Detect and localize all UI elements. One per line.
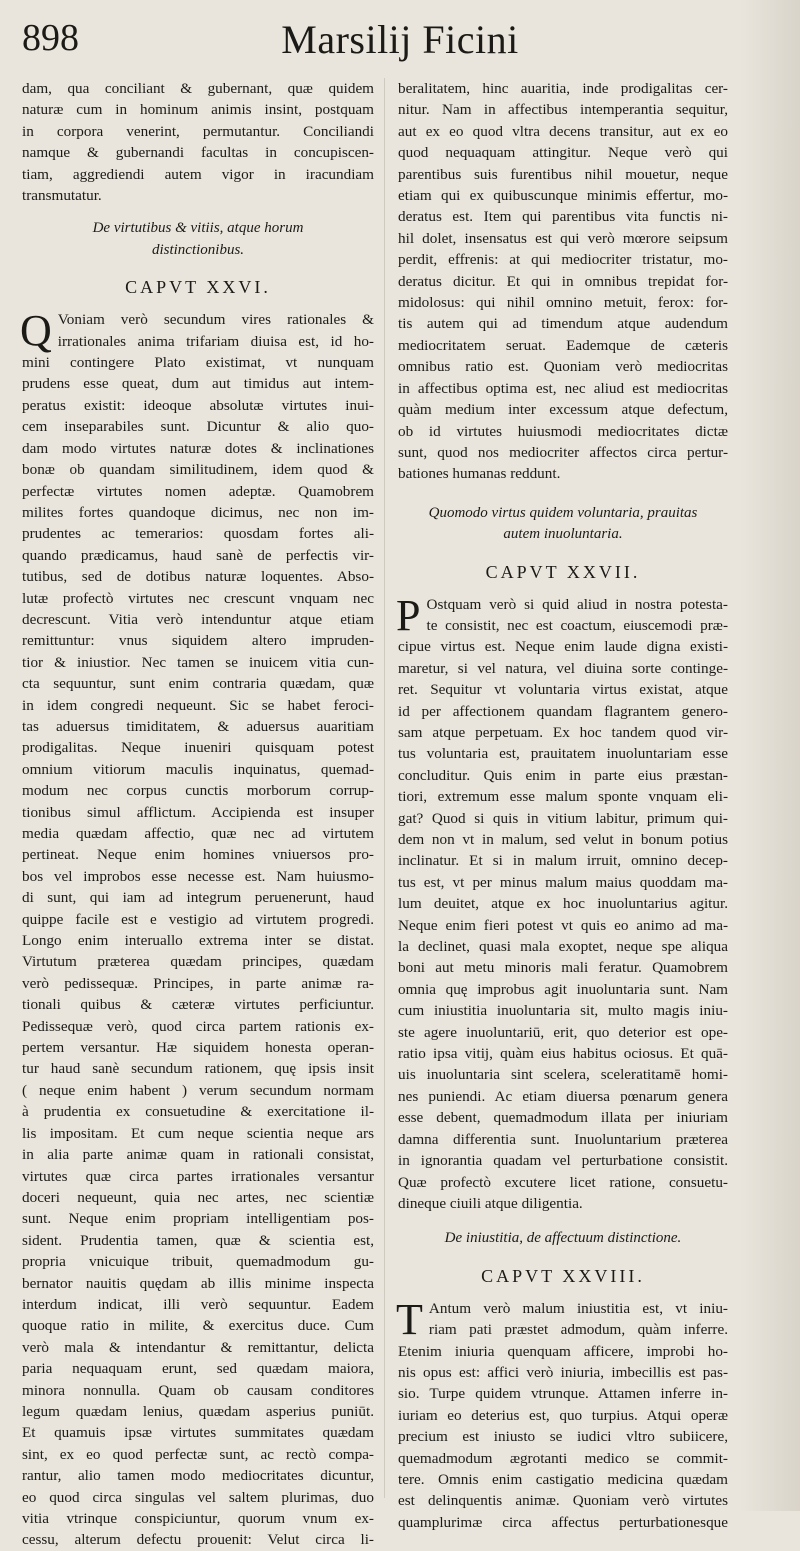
text-line: prudens esse queat, dum aut timidus aut intem-: [22, 375, 374, 393]
text-line: virtutes quæ circa partes irrationales versantur: [22, 1167, 374, 1185]
text-line: Pedissequæ verò, quod circa partem rationis ex-: [22, 1017, 374, 1035]
text-line: ob id virtutes huiusmodi mediocritates dictæ: [398, 422, 728, 440]
text-line: cem inseparabiles sunt. Dicuntur & alio quo-: [22, 418, 374, 436]
text-line: cipue virtus est. Neque enim laude digna existi-: [398, 638, 728, 656]
text-line: in ignorantia quadam vel perturbatione consistit.: [398, 1152, 728, 1170]
text-line: beralitatem, hinc auaritia, inde prodigalitas cer-: [398, 80, 728, 97]
text-line: nes puniendi. Ac etiam diuersa pœnarum genera: [398, 1087, 728, 1105]
text-line: à prudentia ex consuetudine & exercitatione il-: [22, 1103, 374, 1121]
text-line: omnibus ratio est. Quoniam verò mediocritas: [398, 358, 728, 376]
text-line: quemadmodum ægrotanti medico se commit-: [398, 1449, 728, 1467]
text-line: aut ex eo quod vltra decens transitur, aut ex eo: [398, 122, 728, 140]
text-line: naturæ cum in hominum animis insint, postquam: [22, 101, 374, 119]
text-line: pertineat. Neque enim homines vniuersos pro-: [22, 846, 374, 864]
text-line: gat? Quod si quis in vitium labitur, primum qui-: [398, 809, 728, 827]
text-line: sident. Prudentia tamen, quæ & scientia est,: [22, 1231, 374, 1249]
text-line: in alia parte animæ quam in rationali consistat,: [22, 1146, 374, 1164]
text-line: doceri nequeunt, quia nec artes, nec scientiæ: [22, 1188, 374, 1206]
text-line: Ostquam verò si quid aliud in nostra potesta-: [426, 595, 728, 613]
text-line: lutæ profectò virtutes nec crescunt vnquam nec: [22, 589, 374, 607]
left-column: [22, 78, 374, 1551]
text-line: propria vnicuique tribuit, quemadmodum gu-: [22, 1253, 374, 1271]
text-line: in corpora venerint, permutantur. Conciliandi: [22, 122, 374, 140]
text-line: irrationales anima trifariam diuisa est, id ho-: [57, 332, 374, 350]
text-line: vitia vtrinque conspiciuntur, quorum vnum ex-: [22, 1510, 374, 1527]
text-line: Quæ profectò excutere licet ratione, consuetu-: [398, 1173, 728, 1191]
text-line: sio. Turpe quidem vtrunque. Attamen inferre in-: [398, 1385, 728, 1403]
text-line: est delinquentis animæ. Quoniam verò virtutes: [398, 1492, 728, 1510]
text-line: maretur, si vel natura, vel diuina sorte continge-: [398, 659, 728, 677]
text-line: nitur. Nam in affectibus intemperantia sequitur,: [398, 101, 728, 119]
chapter-subtitle: distinctionibus.: [151, 241, 245, 258]
text-line: namque & gubernandi facultas in concupiscen-: [22, 144, 374, 162]
text-line: Antum verò malum iniustitia est, vt iniu-: [428, 1299, 728, 1317]
text-line: concluditur. Quis enim in parte eius præstan-: [398, 766, 728, 784]
text-line: quando prædicamus, haud sanè de perfectis vir-: [22, 546, 374, 564]
chapter-heading: CAPVT XXVIII.: [481, 1265, 645, 1286]
text-line: Et quamuis ipsæ virtutes summitates quædam: [22, 1424, 374, 1442]
chapter-body: [396, 590, 728, 1215]
chapter-heading: CAPVT XXVI.: [125, 277, 271, 298]
text-line: quàm medium inter excessum atque defectum,: [398, 401, 728, 419]
text-line: bernator nauitis quędam ab illis minime inspecta: [22, 1274, 374, 1292]
page-number: 898: [22, 17, 79, 59]
text-line: sunt, quod nos mediocriter affectos circa pertur-: [398, 443, 728, 461]
text-line: peratus existit: ideoque absolutæ virtutes inui-: [22, 396, 374, 414]
text-line: minora nonnulla. Quam ob causam conditores: [22, 1381, 374, 1399]
text-line: milites fortes quandoque dicimus, nec non im-: [22, 503, 374, 521]
text-line: la declinet, quasi mala exoptet, neque spe aliqua: [398, 938, 728, 956]
text-line: omnium vitiorum maculis inquinatus, quemad-: [22, 760, 374, 778]
text-line: Voniam verò secundum vires rationales &: [57, 311, 374, 329]
chapter-subtitle: Quomodo virtus quidem voluntaria, prauitas: [428, 504, 698, 521]
text-line: tutibus, sed de dotibus naturæ loquentes. Abso-: [22, 568, 374, 586]
text-line: tis autem qui ad timendum atque audendum: [398, 315, 728, 333]
text-line: inclinatur. Et si in malum irruit, omnino decep-: [398, 852, 728, 870]
chapter-heading: CAPVT XXVII.: [485, 561, 641, 582]
text-line: in affectibus optima est, nec aliud est mediocritas: [398, 379, 728, 397]
text-line: tus est, vt per minus malum maius quoddam ma-: [398, 873, 728, 891]
running-title: Marsilij Ficini: [281, 17, 519, 62]
text-line: dineque ciuili atque diligentia.: [398, 1194, 583, 1212]
text-line: prodigalitas. Neque inueniri quisquam potest: [22, 739, 374, 757]
text-line: in idem congredi nequeunt. Sic se habet feroci-: [22, 696, 374, 714]
text-line: tere. Omnis enim castigatio medicina quædam: [398, 1470, 728, 1488]
text-line: cta sequuntur, sunt enim contraria quædam, quæ: [22, 675, 374, 693]
text-line: tas aduersus timiditatem, & aduersus auaritiam: [22, 717, 374, 735]
text-line: ( neque enim habent ) verum secundum normam: [22, 1081, 374, 1099]
text-line: tus voluntaria est, prauitatem inuoluntariam esse: [398, 745, 728, 763]
text-line: quamplurimæ circa affectus perturbationesque: [398, 1513, 728, 1531]
drop-cap: P: [396, 590, 421, 640]
text-line: quoque ratio in milite, & exercitus duce. Cum: [22, 1317, 374, 1335]
text-line: bationes humanas reddunt.: [398, 465, 561, 483]
text-line: cum iniustitia inuoluntaria sit, multo magis iniu-: [398, 1002, 728, 1020]
text-line: ret. Sequitur vt voluntaria virtus existat, atque: [398, 681, 728, 699]
chapter-subtitle: autem inuoluntaria.: [503, 526, 623, 543]
text-line: perdit, effrenis: at qui mediocriter tristatur, mo-: [398, 251, 728, 269]
text-line: esse debent, quemadmodum illata per iniuriam: [398, 1109, 728, 1127]
text-line: quippe facile est e vestigio ad virtutem progredi.: [22, 910, 374, 928]
text-line: deratus dicitur. Et qui in omnibus trepidat for-: [398, 272, 728, 290]
text-line: parentibus suis furentibus nihil mouetur, neque: [398, 165, 728, 183]
text-line: sam atque perpetuam. Ex hoc tandem quod vir-: [398, 723, 728, 741]
text-line: rantur, alio tamen modo mediocritates dicuntur,: [22, 1467, 374, 1485]
facing-page-edge: [740, 0, 800, 1511]
text-line: Etenim iniuria quenquam afficere, improbi ho-: [398, 1342, 728, 1360]
text-line: te consistit, nec est coactum, eiuscemodi præ-: [426, 616, 728, 634]
chapter-subtitle: De virtutibus & vitiis, atque horum: [92, 220, 304, 237]
text-line: legum quædam lenius, quædam asperius puniūt.: [22, 1402, 374, 1420]
text-line: tiori, extremum esse malum sponte vnquam eli-: [398, 788, 728, 806]
text-line: ste agere inuoluntariū, erit, quo deterior est ope-: [398, 1023, 728, 1041]
text-line: lum deuitet, atque ex hoc inuoluntarius agitur.: [398, 895, 728, 913]
text-line: omnia quę improbus agit inuoluntaria sunt. Nam: [398, 980, 728, 998]
text-line: remittuntur: vnus siquidem altero impruden-: [22, 632, 374, 650]
text-line: transmutatur.: [22, 187, 102, 205]
text-line: damna differentia sunt. Inuoluntarium præterea: [398, 1130, 728, 1148]
text-line: iuriam eo deterius est, quo turpius. Atqui operæ: [398, 1406, 728, 1424]
text-line: riam pati præstet admodum, quàm inferre.: [428, 1321, 728, 1339]
text-line: dam modo virtutes naturæ dotes & inclinationes: [22, 439, 374, 457]
text-line: ratio ipsa vitij, quàm eius habitus ociosus. Et quā-: [398, 1045, 728, 1063]
text-line: Virtutum præterea quædam principes, quædam: [22, 953, 374, 971]
drop-cap: Q: [20, 306, 52, 356]
column-gutter: [384, 78, 385, 1498]
text-line: nis opus est: affici verò iniuria, imbecillis est pas-: [398, 1363, 728, 1381]
intro-paragraph: [22, 78, 374, 206]
text-line: sunt. Neque enim propriam intelligentiam pos-: [22, 1210, 374, 1228]
page-header: [0, 0, 800, 72]
text-line: tionibus simul afflictum. Accipienda est insuper: [22, 803, 374, 821]
continued-paragraph: [398, 78, 728, 485]
text-line: modum nec corpus cunctis morborum corrup-: [22, 782, 374, 800]
text-line: verò mala & intendantur & remittantur, delicta: [22, 1338, 374, 1356]
chapter-body: [20, 306, 374, 1551]
text-line: dam, qua conciliant & gubernant, quæ quidem: [22, 80, 374, 97]
text-line: id per affectionem quandam flagrantem genero-: [398, 702, 728, 720]
text-line: mini contingere Plato existimat, vt nunquam: [22, 354, 374, 372]
text-line: boni aut metu minoris mali feratur. Quamobrem: [398, 959, 728, 977]
text-line: verò pedissequæ. Principes, in parte animæ ra-: [22, 974, 374, 992]
text-line: tionali quibus & cæteræ virtutes perficiuntur.: [22, 996, 374, 1014]
chapter-subtitle: De iniustitia, de affectuum distinctione.: [444, 1230, 682, 1247]
text-line: tiam, aggrediendi autem vigor in iracundiam: [22, 165, 374, 183]
text-line: sint, ex eo quod perfectæ sunt, ac rectò compa-: [22, 1445, 374, 1463]
text-line: media quædam affectio, quæ nec ad virtutem: [22, 825, 374, 842]
text-line: deratus est. Item qui parentibus vita functis ni-: [398, 208, 728, 226]
text-line: uis inuoluntaria sint scelera, sceleratitamē homi-: [398, 1066, 728, 1084]
chapter-body: [396, 1294, 728, 1533]
text-line: Longo enim interuallo extrema inter se distat.: [22, 932, 374, 950]
text-line: pertem versantur. Hæ siquidem honesta operan-: [22, 1039, 374, 1057]
text-line: hil dolet, insensatus est qui verò mœrore seipsum: [398, 229, 728, 247]
text-line: dem non vt in malum, sed velut in bonum potius: [398, 831, 728, 848]
right-column: [398, 78, 728, 1533]
text-line: etiam qui ex quibuscunque minimis effertur, mo-: [398, 187, 728, 205]
text-line: midolosus: qui nihil omnino metuit, ferox: for-: [398, 294, 728, 312]
text-line: cessu, alterum defectu prouenit: Velut circa li-: [22, 1531, 374, 1549]
text-line: bos vel improbos esse necesse est. Nam huiusmo-: [22, 867, 374, 885]
text-line: precium est iniusto se iudici vltro subiicere,: [398, 1428, 728, 1446]
text-line: di sunt, qui iam ad integrum peruenerunt, haud: [22, 889, 374, 907]
drop-cap: T: [396, 1294, 423, 1344]
text-line: interdum indicat, illi verò sequuntur. Eadem: [22, 1295, 374, 1313]
text-line: perfectæ virtutes nomen adeptæ. Quamobrem: [22, 482, 374, 500]
text-line: eo quod circa singulas vel saltem plurimas, duo: [22, 1488, 374, 1506]
text-line: tior & iniustior. Nec tamen se inuicem vitia cun-: [22, 653, 374, 671]
text-line: bonæ ob quandam similitudinem, idem quod &: [22, 461, 374, 479]
text-line: quod nequaquam attingitur. Neque verò qui: [398, 144, 728, 162]
text-line: decrescunt. Vitia verò intenduntur atque etiam: [22, 610, 374, 628]
text-line: mediocritatem seruat. Eademque de cæteris: [398, 336, 728, 354]
text-line: Neque enim fieri potest vt quis eo animo ad ma-: [398, 916, 728, 934]
text-line: tur haud sanè secundum rationem, quę ipsis insit: [22, 1060, 374, 1078]
text-line: lis impositam. Et cum neque scientia neque ars: [22, 1124, 374, 1142]
text-line: prudentes ac temerarios: quosdam fortes ali-: [22, 525, 374, 543]
text-line: paria nequaquam erunt, sed quædam maiora,: [22, 1360, 374, 1378]
